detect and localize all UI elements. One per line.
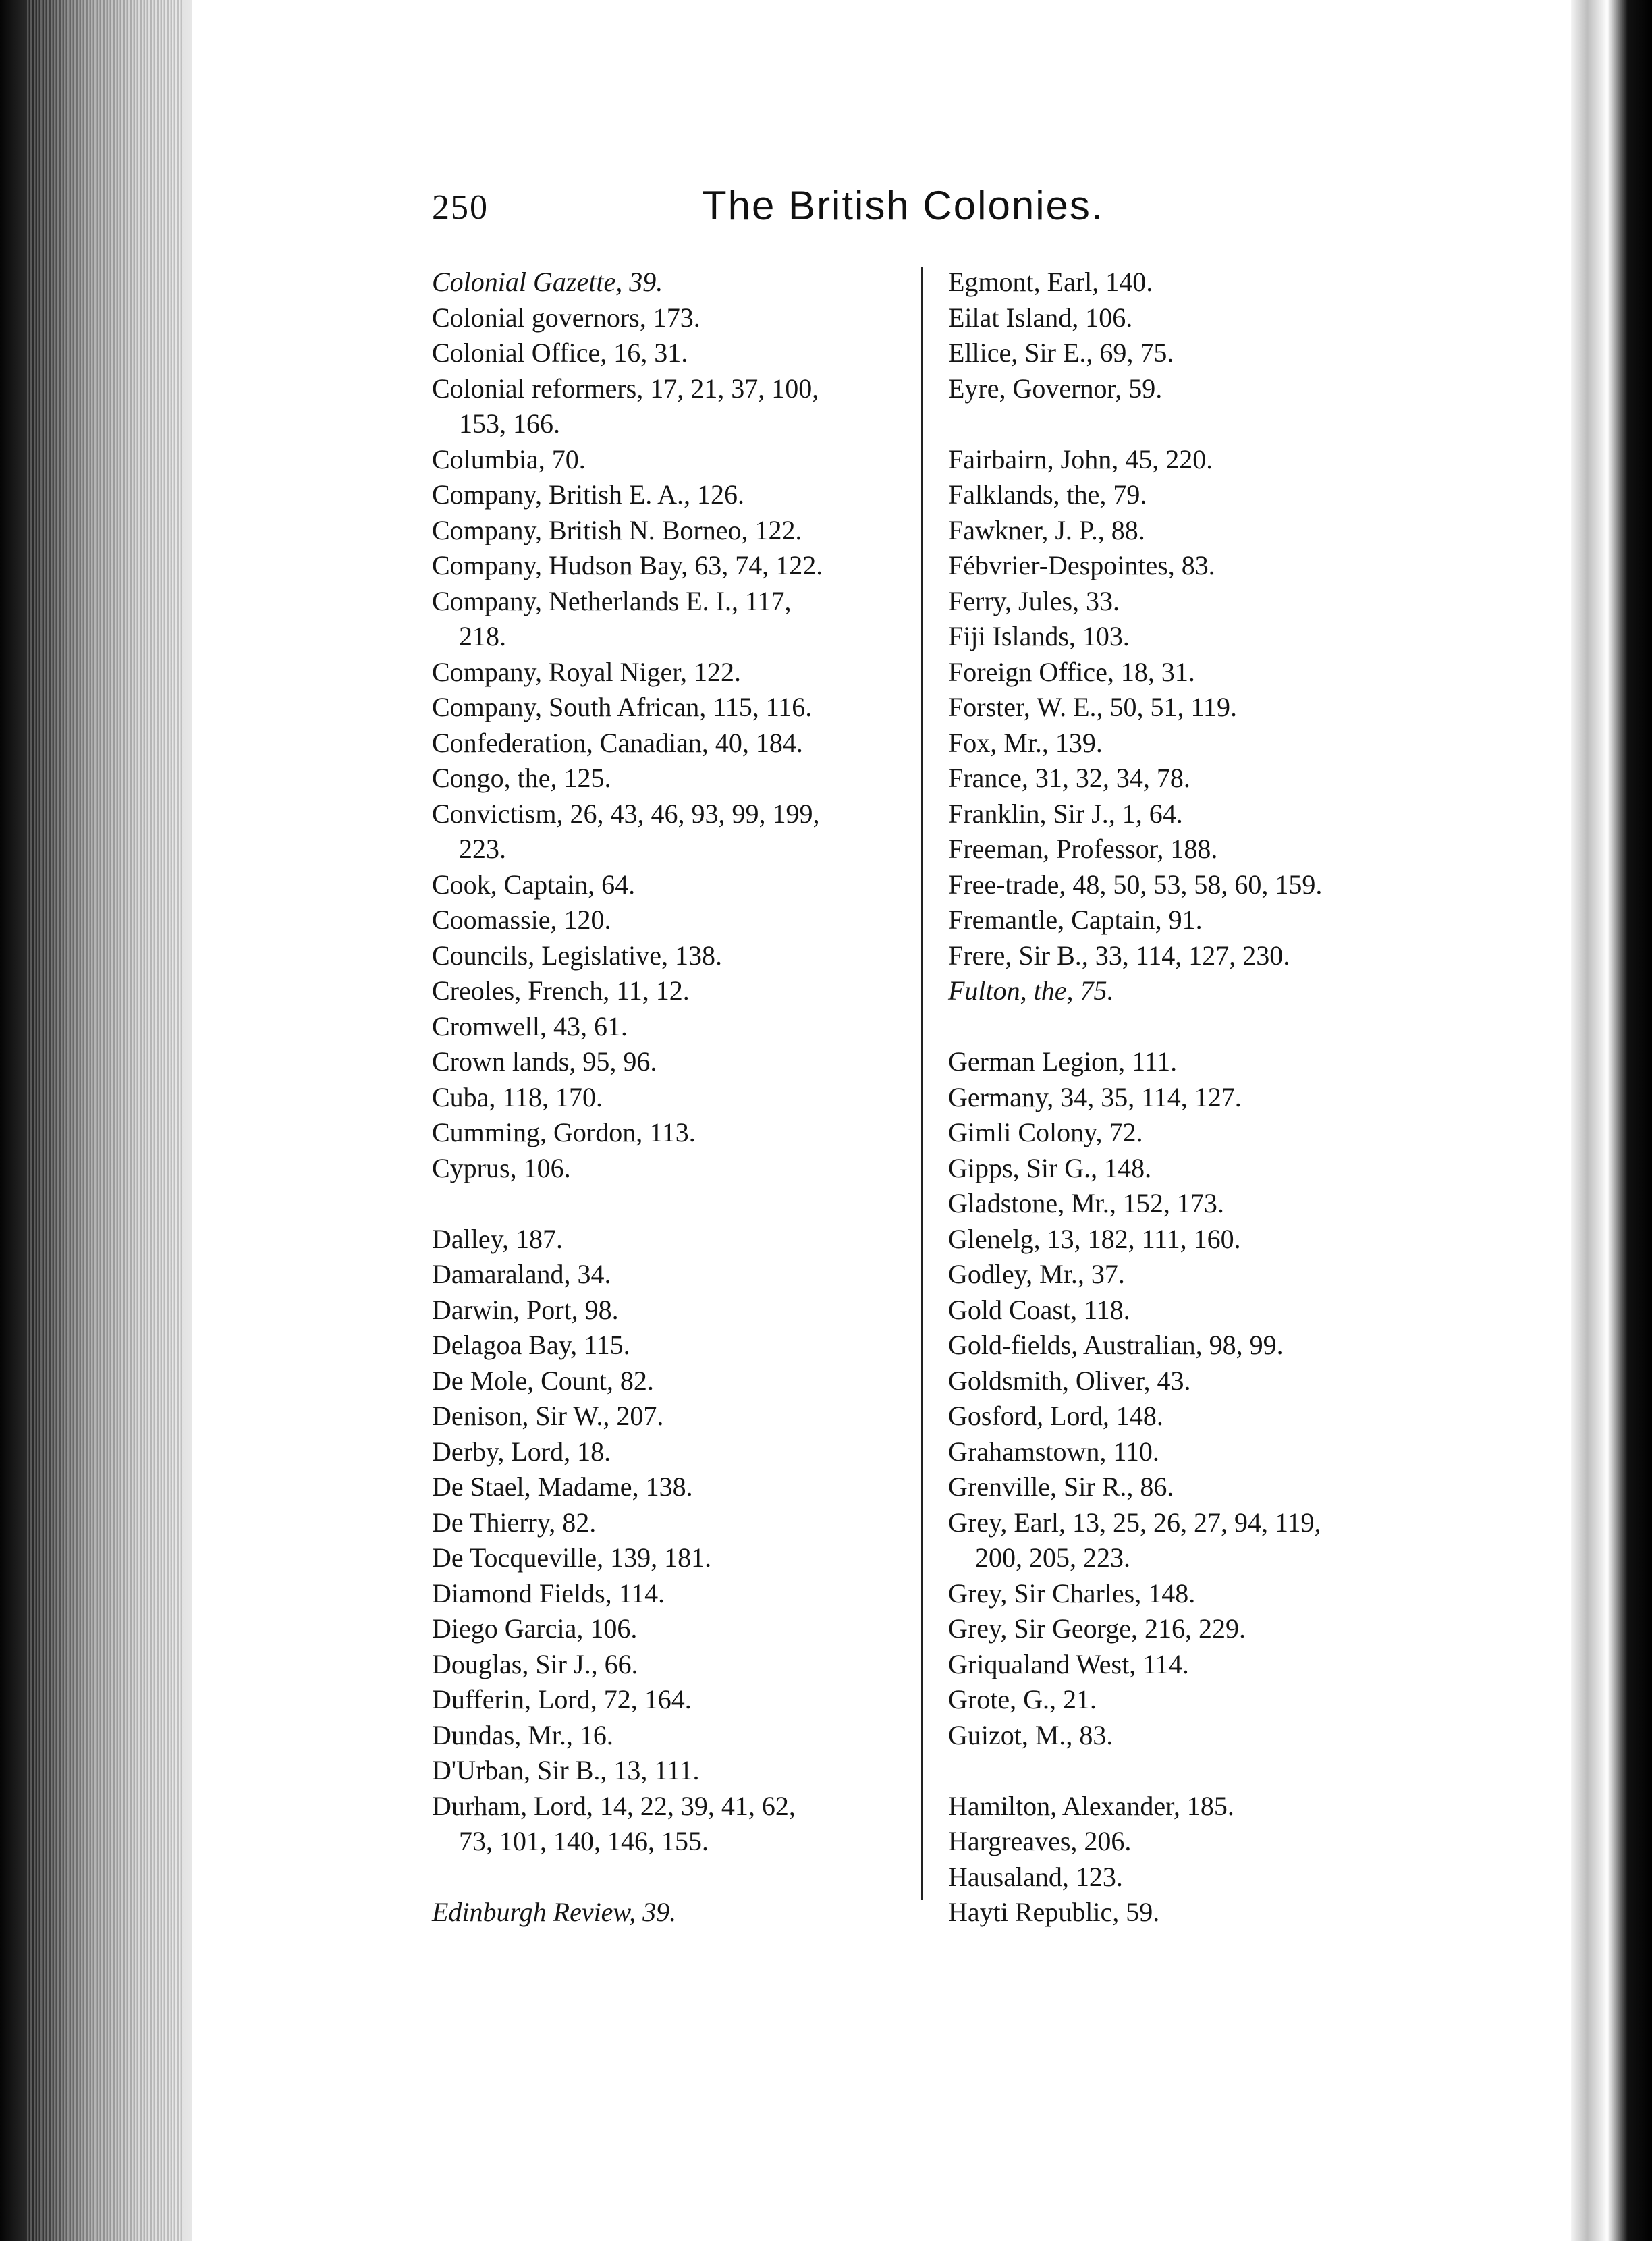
index-entry [948, 1328, 1448, 1364]
index-entry [432, 902, 904, 938]
index-entry-text: Hargreaves, 206. [948, 1826, 1132, 1856]
index-entry-text: Congo, the, 125. [432, 763, 611, 793]
index-entry-text: Damaraland, 34. [432, 1259, 611, 1289]
index-entry-text: Gosford, Lord, 148. [948, 1401, 1163, 1431]
index-entry [948, 442, 1448, 478]
index-entry [432, 1469, 904, 1505]
index-entry-text: Diamond Fields, 114. [432, 1577, 665, 1609]
index-entry-continuation: 73, 101, 140, 146, 155. [459, 1826, 709, 1856]
index-entry-text: Cook, Captain, 64. [432, 869, 636, 900]
index-entry-continuation: 223. [459, 834, 506, 864]
running-title: The British Colonies. [702, 183, 1104, 228]
index-entry-text: Fulton, the, 75. [948, 975, 1114, 1006]
index-entry [432, 477, 904, 513]
index-entry-text: Free-trade, 48, 50, 53, 58, 60, 159. [948, 869, 1323, 900]
index-entry-text: Gold-fields, Australian, 98, 99. [948, 1330, 1284, 1360]
index-entry-text: Grote, G., 21. [948, 1684, 1097, 1714]
index-entry [948, 1434, 1448, 1470]
index-entry [948, 371, 1448, 407]
index-entry-text: Durham, Lord, 14, 22, 39, 41, 62, [432, 1790, 796, 1821]
index-entry-text: Fiji Islands, 103. [948, 621, 1130, 651]
index-entry [948, 584, 1448, 620]
index-entry-text: Gladstone, Mr., 152, 173. [948, 1188, 1224, 1218]
index-entry-text: Falklands, the, 79. [948, 479, 1147, 510]
index-entry [432, 1257, 904, 1293]
index-entry-text: Goldsmith, Oliver, 43. [948, 1365, 1191, 1396]
index-entry [948, 1682, 1448, 1718]
index-entry-text: Foreign Office, 18, 31. [948, 656, 1195, 687]
index-entry [948, 619, 1448, 655]
index-entry [432, 726, 904, 761]
index-entry [948, 690, 1448, 726]
index-entry-text: Company, British E. A., 126. [432, 479, 744, 510]
index-entry-text: Hausaland, 123. [948, 1861, 1123, 1892]
right-page-edge [1571, 0, 1652, 2241]
index-entry-text: Darwin, Port, 98. [432, 1294, 619, 1325]
page-edge-stripes [27, 0, 182, 2241]
index-entry [948, 796, 1448, 832]
index-entry-text: Coomassie, 120. [432, 905, 611, 935]
index-entry [948, 1895, 1448, 1931]
index-entry-text: D'Urban, Sir B., 13, 111. [432, 1755, 700, 1785]
index-entry [948, 548, 1448, 584]
index-entry-text: Confederation, Canadian, 40, 184. [432, 727, 803, 758]
index-entry-continuation: 218. [459, 621, 506, 651]
index-entry-text: Glenelg, 13, 182, 111, 160. [948, 1223, 1241, 1254]
index-column-right [948, 265, 1448, 1931]
index-entry [432, 1753, 904, 1789]
index-entry-text: Griqualand West, 114. [948, 1648, 1189, 1679]
index-entry [432, 584, 904, 655]
index-entry [432, 1789, 904, 1860]
page-header [432, 182, 1377, 236]
index-entry [948, 513, 1448, 549]
index-entry [432, 1364, 904, 1399]
index-entry-text: Ellice, Sir E., 69, 75. [948, 338, 1174, 368]
index-entry-text: De Mole, Count, 82. [432, 1365, 654, 1396]
index-entry-text: Company, Royal Niger, 122. [432, 656, 741, 687]
index-entry-text: Colonial Gazette, 39. [432, 267, 663, 297]
index-entry [432, 1328, 904, 1364]
index-entry-text: Gipps, Sir G., 148. [948, 1152, 1152, 1183]
index-entry [432, 442, 904, 478]
index-entry [948, 1293, 1448, 1328]
index-entry [948, 1080, 1448, 1116]
index-entry-text: Grey, Sir Charles, 148. [948, 1577, 1196, 1609]
index-entry-text: Company, British N. Borneo, 122. [432, 514, 802, 545]
index-entry-text: Company, Netherlands E. I., 117, [432, 585, 792, 616]
index-entry [948, 1718, 1448, 1754]
index-entry-text: Dundas, Mr., 16. [432, 1719, 613, 1750]
index-entry-text: Diego Garcia, 106. [432, 1613, 638, 1644]
index-entry-text: De Thierry, 82. [432, 1507, 597, 1538]
index-entry [948, 1115, 1448, 1151]
index-entry [948, 1399, 1448, 1434]
column-divider [921, 267, 923, 1900]
index-entry [948, 1044, 1448, 1080]
index-entry-text: Colonial governors, 173. [432, 302, 700, 333]
index-entry [432, 1293, 904, 1328]
index-entry-text: Franklin, Sir J., 1, 64. [948, 798, 1183, 829]
index-entry-text: Cuba, 118, 170. [432, 1081, 603, 1112]
index-entry [432, 1895, 904, 1931]
index-entry-text: Delagoa Bay, 115. [432, 1330, 630, 1360]
index-entry [432, 513, 904, 549]
index-entry [948, 902, 1448, 938]
index-entry [948, 1789, 1448, 1825]
index-entry-text: Crown lands, 95, 96. [432, 1046, 657, 1077]
index-entry-text: Germany, 34, 35, 114, 127. [948, 1081, 1242, 1112]
index-entry-text: Gimli Colony, 72. [948, 1117, 1143, 1148]
index-entry-text: Guizot, M., 83. [948, 1719, 1113, 1750]
index-entry [432, 265, 904, 300]
index-entry-text: Derby, Lord, 18. [432, 1436, 611, 1467]
index-column-left [432, 265, 904, 1931]
index-entry [432, 1647, 904, 1683]
index-entry [948, 300, 1448, 336]
index-entry-text: Colonial reformers, 17, 21, 37, 100, [432, 373, 819, 404]
index-entry [432, 1505, 904, 1541]
index-entry [432, 1611, 904, 1647]
index-entry-text: Edinburgh Review, 39. [432, 1897, 677, 1927]
index-entry [948, 1222, 1448, 1258]
index-entry-text: Gold Coast, 118. [948, 1294, 1130, 1325]
index-entry-text: Eyre, Governor, 59. [948, 373, 1163, 404]
index-entry [948, 867, 1448, 903]
index-entry [432, 761, 904, 796]
index-entry [432, 1115, 904, 1151]
index-entry-text: Councils, Legislative, 138. [432, 940, 722, 971]
index-entry-text: Grey, Sir George, 216, 229. [948, 1613, 1246, 1644]
index-entry [948, 726, 1448, 761]
index-entry [948, 761, 1448, 796]
index-entry [948, 1257, 1448, 1293]
index-entry-text: Douglas, Sir J., 66. [432, 1648, 638, 1679]
index-entry-text: German Legion, 111. [948, 1046, 1178, 1077]
index-entry [432, 1540, 904, 1576]
index-entry-text: Company, Hudson Bay, 63, 74, 122. [432, 550, 823, 580]
index-entry-continuation: 200, 205, 223. [975, 1542, 1130, 1573]
index-entry [948, 335, 1448, 371]
index-entry-text: Egmont, Earl, 140. [948, 267, 1153, 297]
index-entry [432, 335, 904, 371]
index-entry [432, 548, 904, 584]
index-entry [948, 265, 1448, 300]
index-entry-text: Fremantle, Captain, 91. [948, 905, 1203, 935]
index-entry [948, 1824, 1448, 1860]
index-entry-text: Ferry, Jules, 33. [948, 585, 1120, 616]
letter-group-gap [432, 1860, 904, 1895]
index-entry [948, 938, 1448, 974]
index-entry [432, 1080, 904, 1116]
index-entry-text: Hayti Republic, 59. [948, 1897, 1160, 1927]
index-entry [432, 938, 904, 974]
index-entry [432, 690, 904, 726]
index-entry-text: Grenville, Sir R., 86. [948, 1472, 1174, 1502]
index-entry [948, 1469, 1448, 1505]
index-entry [948, 1364, 1448, 1399]
index-entry [432, 1682, 904, 1718]
index-entry [948, 1505, 1448, 1576]
index-entry-text: Grey, Earl, 13, 25, 26, 27, 94, 119, [948, 1507, 1321, 1538]
letter-group-gap [948, 1009, 1448, 1045]
index-entry-continuation: 153, 166. [459, 408, 560, 439]
letter-group-gap [432, 1186, 904, 1222]
index-entry-text: Cyprus, 106. [432, 1152, 571, 1183]
index-entry-text: Fawkner, J. P., 88. [948, 514, 1145, 545]
index-entry [432, 1399, 904, 1434]
index-entry [948, 655, 1448, 691]
index-entry-text: Grahamstown, 110. [948, 1436, 1159, 1467]
index-entry [948, 1611, 1448, 1647]
index-entry [432, 655, 904, 691]
index-entry-text: De Stael, Madame, 138. [432, 1472, 693, 1502]
index-entry [432, 1044, 904, 1080]
index-entry [432, 867, 904, 903]
index-entry-text: Hamilton, Alexander, 185. [948, 1790, 1234, 1821]
letter-group-gap [948, 1753, 1448, 1789]
index-entry-text: Creoles, French, 11, 12. [432, 975, 690, 1006]
letter-group-gap [948, 406, 1448, 442]
index-entry [948, 1576, 1448, 1612]
index-entry [948, 973, 1448, 1009]
index-entry [432, 1009, 904, 1045]
index-entry [432, 371, 904, 442]
index-entry-text: Fébvrier-Despointes, 83. [948, 550, 1215, 580]
index-entry-text: Columbia, 70. [432, 443, 586, 475]
index-entry [948, 1186, 1448, 1222]
index-entry [948, 1860, 1448, 1895]
index-entry-text: Dalley, 187. [432, 1223, 563, 1254]
index-entry [948, 477, 1448, 513]
index-entry-text: Fairbairn, John, 45, 220. [948, 443, 1213, 475]
index-entry-text: Cumming, Gordon, 113. [432, 1117, 696, 1148]
index-entry [948, 1151, 1448, 1187]
index-entry-text: Cromwell, 43, 61. [432, 1010, 628, 1042]
index-entry-text: Freeman, Professor, 188. [948, 834, 1218, 864]
index-entry-text: Colonial Office, 16, 31. [432, 338, 688, 368]
page-number: 250 [432, 188, 489, 227]
index-entry [432, 300, 904, 336]
index-entry-text: De Tocqueville, 139, 181. [432, 1542, 712, 1573]
index-entry-text: Forster, W. E., 50, 51, 119. [948, 692, 1238, 722]
index-entry [432, 973, 904, 1009]
index-entry [432, 1151, 904, 1187]
index-entry-text: Godley, Mr., 37. [948, 1259, 1125, 1289]
index-entry-text: Eilat Island, 106. [948, 302, 1133, 333]
book-page-edges [0, 0, 196, 2241]
index-entry [432, 1718, 904, 1754]
index-entry [948, 832, 1448, 867]
index-entry-text: Denison, Sir W., 207. [432, 1401, 664, 1431]
index-entry [432, 1222, 904, 1258]
index-entry-text: Convictism, 26, 43, 46, 93, 99, 199, [432, 798, 820, 829]
index-entry [432, 1576, 904, 1612]
index-entry [948, 1647, 1448, 1683]
index-entry-text: Fox, Mr., 139. [948, 727, 1103, 758]
index-entry [432, 1434, 904, 1470]
index-entry-text: Dufferin, Lord, 72, 164. [432, 1684, 692, 1714]
index-entry [432, 796, 904, 867]
index-entry-text: Company, South African, 115, 116. [432, 692, 813, 722]
index-entry-text: Frere, Sir B., 33, 114, 127, 230. [948, 940, 1290, 971]
index-entry-text: France, 31, 32, 34, 78. [948, 763, 1190, 793]
